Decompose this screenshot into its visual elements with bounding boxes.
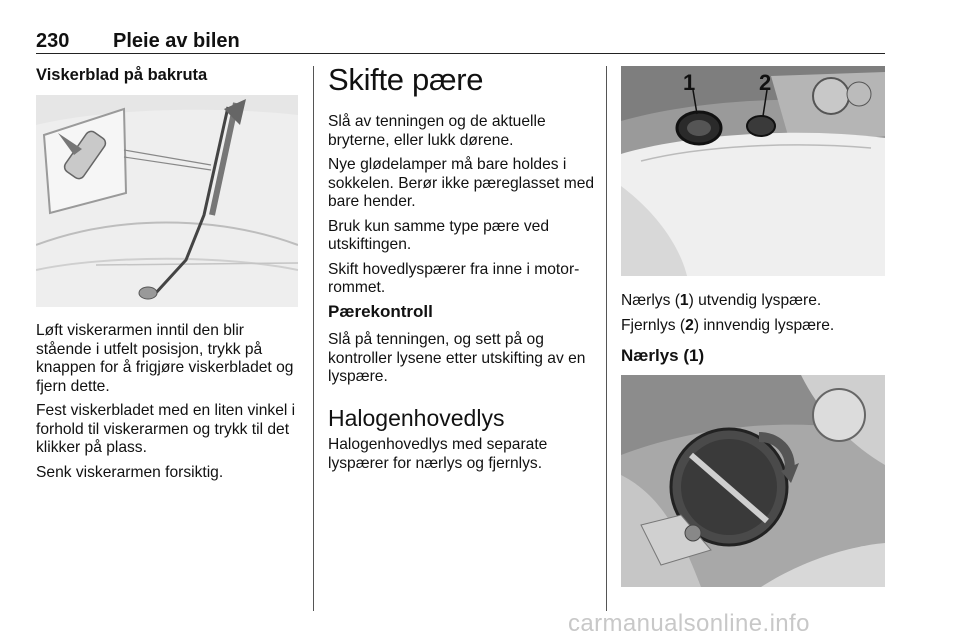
low-beam-heading: Nærlys (1)	[621, 346, 705, 365]
rear-wiper-figure	[36, 95, 298, 307]
bulb-check-heading: Pærekontroll	[328, 302, 433, 321]
rear-wiper-heading: Viskerblad på bakruta	[36, 66, 208, 84]
callout-label-1: 1	[683, 70, 696, 95]
halogen-heading: Halogenhovedlys	[328, 405, 505, 431]
page-number: 230	[36, 30, 70, 52]
bulb-check-text: Slå på tenningen, og sett på og kontroller lysene etter utskifting av en lyspære.	[328, 331, 586, 385]
section-title: Skifte pære	[328, 62, 484, 97]
col2-paragraph: Nye glødelamper må bare holdes i sokkelen. Berør ikke pæreglasset med bare hender.	[328, 156, 595, 210]
col1-paragraph: Senk viskerarmen forsiktig.	[36, 463, 224, 481]
col2-paragraph: Bruk kun samme type pære ved utskiftingen.	[328, 217, 550, 253]
bulb-legend	[621, 292, 886, 341]
callout-label-2: 2	[759, 70, 772, 95]
legend-line-2: Fjernlys (2) innvendig lyspære.	[621, 316, 835, 334]
watermark: carmanualsonline.info	[568, 610, 810, 637]
column-divider-1	[313, 66, 314, 611]
col1-paragraph: Fest viskerbladet med en liten vinkel i forhold til viskerarmen og trykk til det klikker på plass.	[36, 402, 296, 456]
low-beam-cap-figure	[621, 375, 885, 587]
engine-bay-figure	[621, 66, 885, 276]
col2-intro	[328, 113, 598, 304]
halogen-text: Halogenhovedlys med separate lyspærer for nærlys og fjernlys.	[328, 436, 548, 472]
column-divider-2	[606, 66, 607, 611]
col2-paragraph: Skift hovedlyspærer fra inne i motorrommet.	[328, 260, 580, 296]
col1-body	[36, 322, 301, 488]
col2-paragraph: Slå av tenningen og de aktuelle bryterne, eller lukk dørene.	[328, 113, 546, 149]
legend-line-1: Nærlys (1) utvendig lyspære.	[621, 292, 822, 309]
col1-paragraph: Løft viskerarmen inntil den blir stående i utfelt posisjon, trykk på knappen for å frigjøre viskerbladet og fjern dette.	[36, 322, 294, 395]
chapter-title: Pleie av bilen	[113, 30, 240, 52]
header-rule	[36, 53, 885, 54]
